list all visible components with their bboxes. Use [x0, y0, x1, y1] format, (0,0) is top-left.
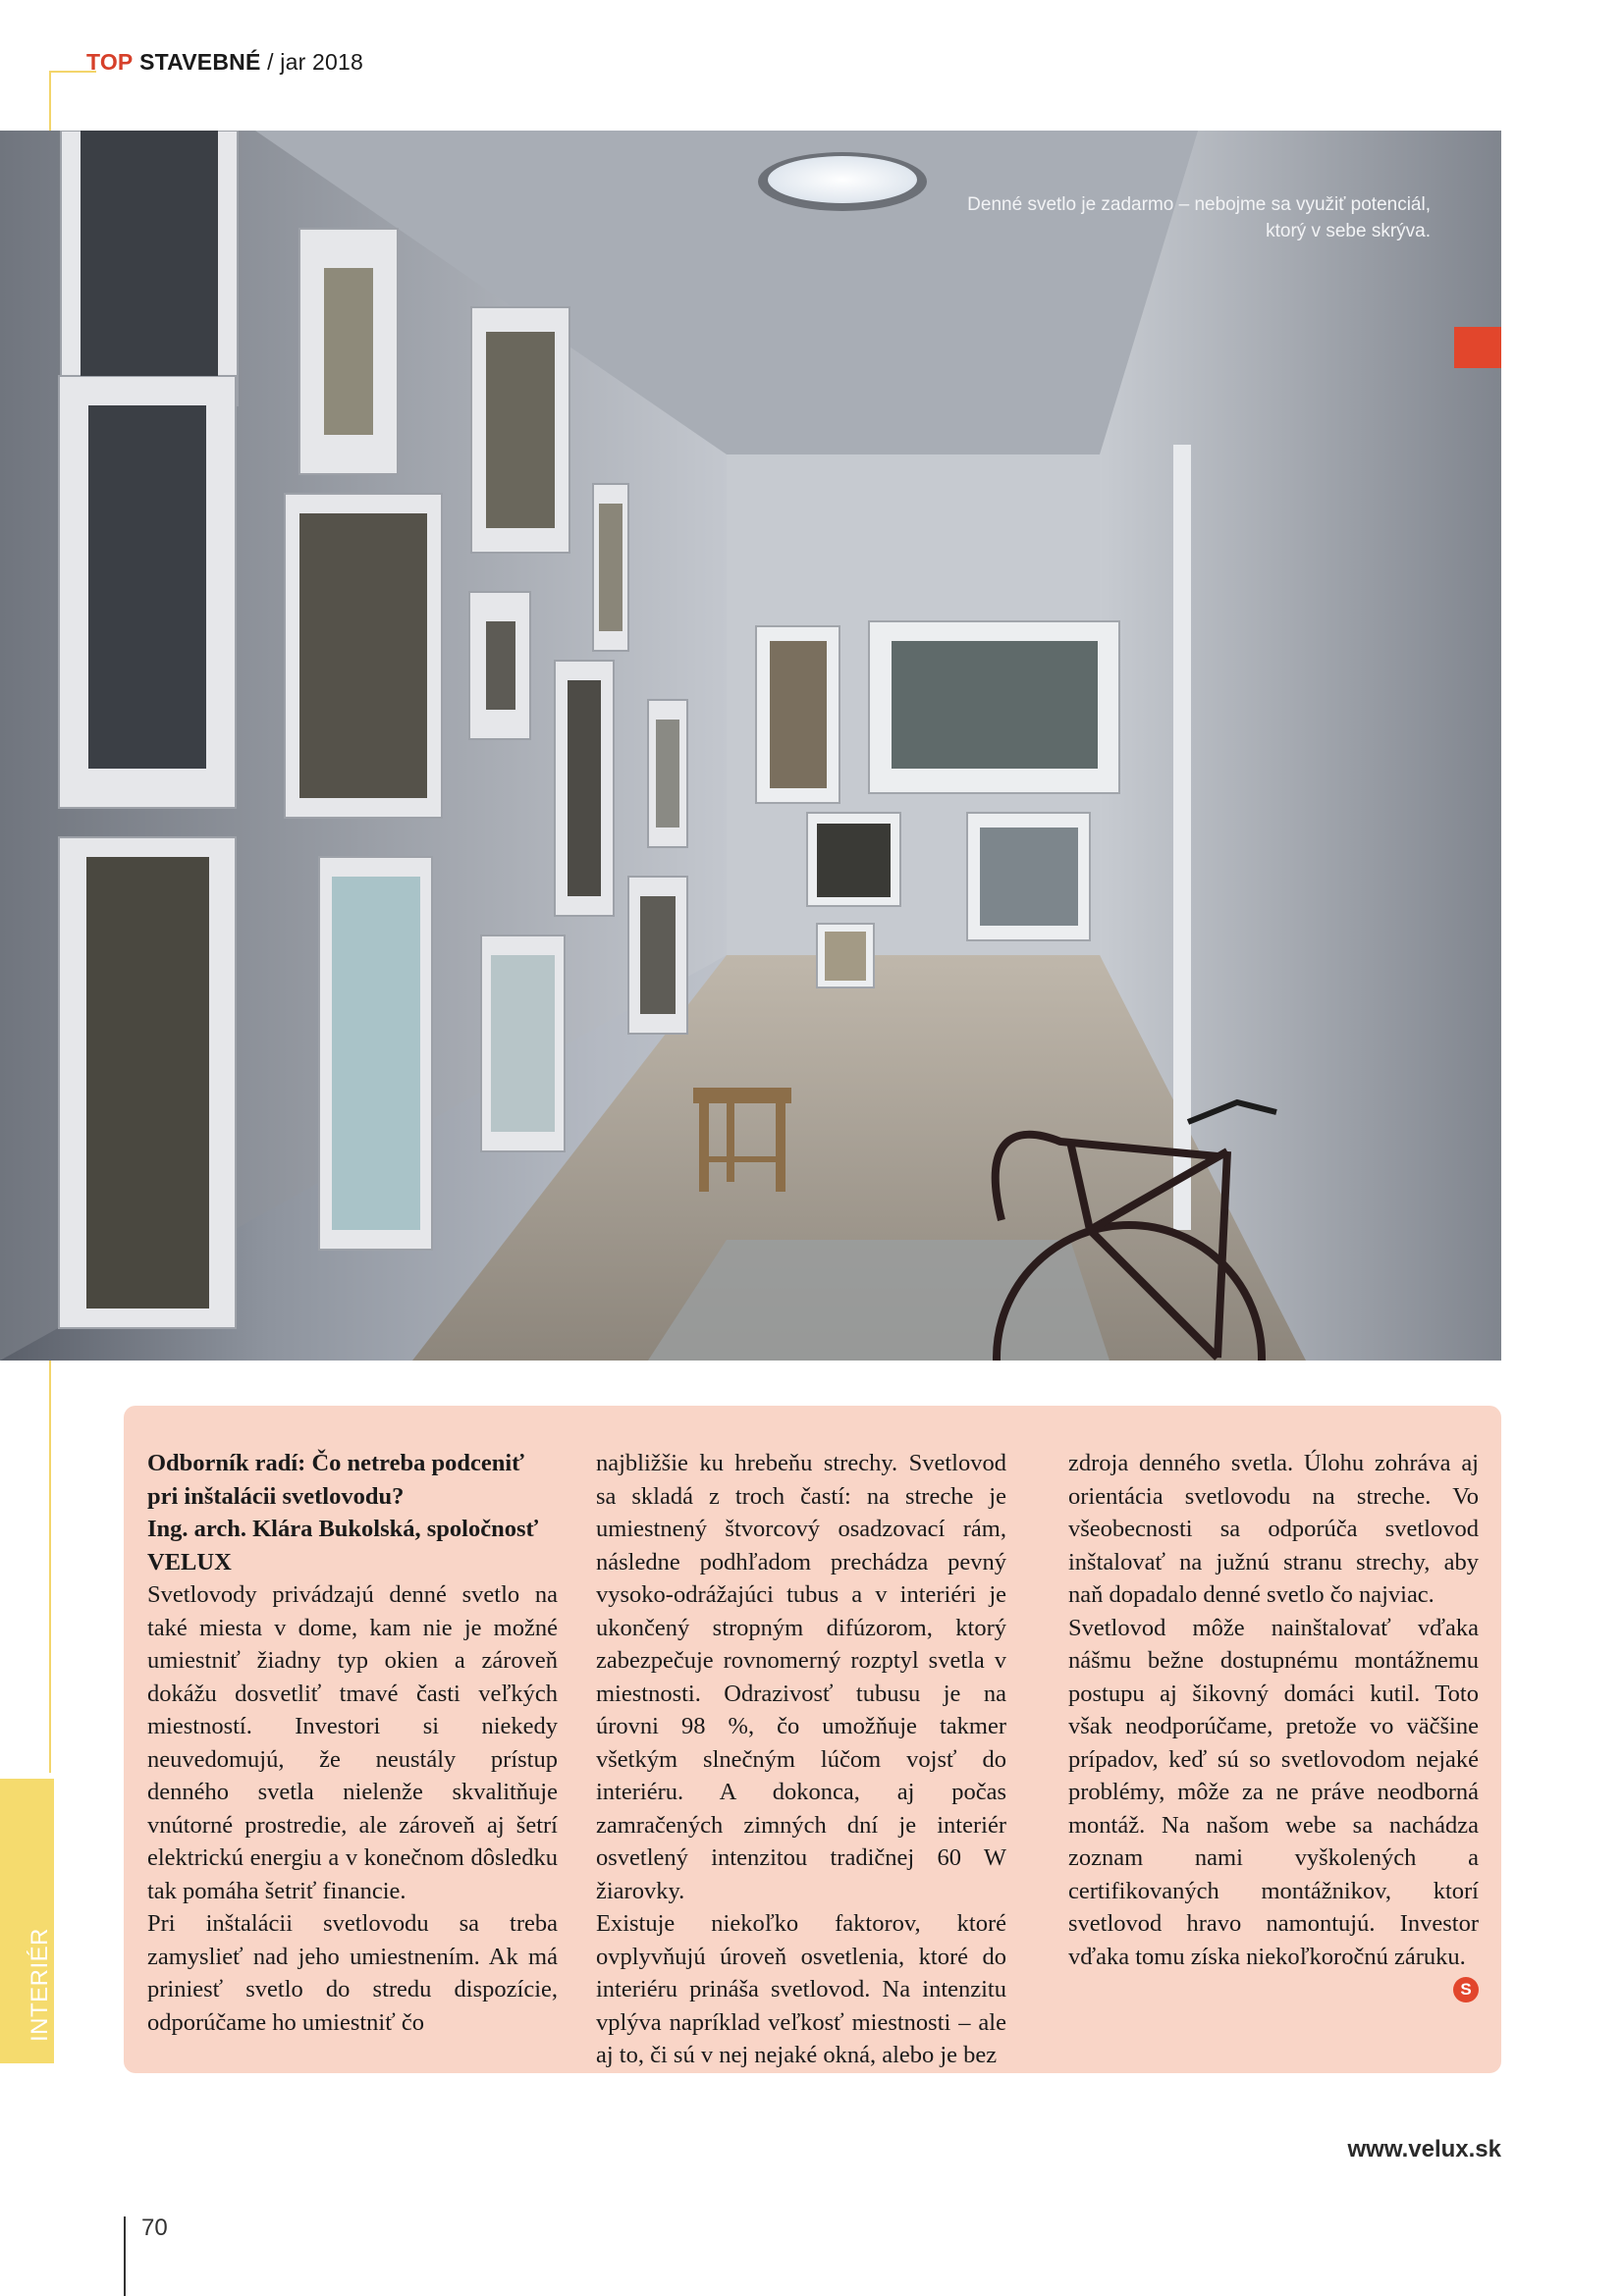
section-label: INTERIÉR	[27, 1927, 53, 2042]
header-issue: / jar 2018	[260, 49, 363, 75]
article-column-3	[1068, 1447, 1479, 2002]
page-number-rule	[124, 2216, 126, 2296]
article-paragraph: Pri inštalácii svetlovodu sa treba zamyslieť nad jeho umiestnením. Ak má priniesť svetlo do stredu dispozície, odporúčame ho umiestniť čo	[147, 1910, 558, 2036]
article-paragraph	[1068, 1612, 1479, 1999]
photo-caption-line1: Denné svetlo je zadarmo – nebojme sa využiť potenciál,	[967, 194, 1431, 215]
article-box	[124, 1406, 1501, 2073]
article-paragraph: Existuje niekoľko faktorov, ktoré ovplyvňujú úroveň osvetlenia, ktoré do interiéru prináša svetlovod. Na intenzitu vplýva napríklad veľkosť miestnosti – ale aj to, či sú v nej nejaké okná, alebo je bez	[596, 1910, 1006, 2068]
article-heading: Odborník radí: Čo netreba podceniť pri inštalácii svetlovodu?	[147, 1450, 524, 1510]
margin-rule	[49, 1361, 51, 1773]
article-paragraph: najbližšie ku hrebeňu strechy. Svetlovod sa skladá z troch častí: na streche je umiestnený štvorcový osadzovací rám, následne podhľadom prechádza pevný vysoko-odrážajúci tubus a v interiéri je ukončený stropným difúzorom, ktorý zabezpečuje rovnomerný rozptyl svetla v miestnosti. Odrazivosť tubusu je na úrovni 98 %, čo umožňuje takmer všetkým slnečným lúčom vojsť do interiéru. A dokonca, aj počas zamračených zimných dní je interiér osvetlený intenzitou tradičnej 60 W žiarovky.	[596, 1450, 1006, 1904]
photo-caption-line2: ktorý v sebe skrýva.	[1266, 221, 1431, 241]
article-author: Ing. arch. Klára Bukolská, spoločnosť VELUX	[147, 1516, 539, 1575]
header-top: TOP	[86, 49, 134, 75]
article-paragraph: Svetlovody privádzajú denné svetlo na také miesta v dome, kam nie je možné umiestniť žiadny typ okien a zároveň dokážu dosvetliť tmavé časti veľkých miestností. Investori si niekedy neuvedomujú, že neustály prístup denného svetla nielenže skvalitňuje vnútorné prostredie, ale zároveň aj šetrí elektrickú energiu a v konečnom dôsledku tak pomáha šetriť financie.	[147, 1581, 558, 1904]
header-stavebne: STAVEBNÉ	[139, 49, 261, 75]
magazine-header	[86, 49, 363, 76]
page-number: 70	[141, 2215, 168, 2241]
caption-accent-tab	[1454, 327, 1501, 368]
article-column-1	[147, 1447, 558, 2039]
header-rule-vertical	[49, 71, 51, 132]
article-paragraph: zdroja denného svetla. Úlohu zohráva aj orientácia svetlovodu na streche. Vo všeobecnosti sa odporúča svetlovod inštalovať na južnú stranu strechy, aby naň dopadalo denné svetlo čo najviac.	[1068, 1450, 1479, 1608]
article-paragraph-text: Svetlovod môže nainštalovať vďaka nášmu bežne dostupnému montážnemu postupu aj šikovný domáci kutil. Toto však neodporúčame, pretože vo väčšine prípadov, keď sú so svetlovodom nejaké problémy, môže za ne práve neodborná montáž. Na našom webe sa nachádza zoznam nami vyškolených a certifikovaných montážnikov, ktorí svetlovod hravo namontujú. Investor vďaka tomu získa niekoľkoročnú záruku.	[1068, 1614, 1479, 1970]
article-column-2	[596, 1447, 1006, 2072]
website-url: www.velux.sk	[1347, 2136, 1501, 2163]
hallway-illustration	[0, 131, 1501, 1361]
hallway-photo	[0, 131, 1501, 1361]
article-end-mark-icon: S	[1453, 1977, 1479, 2002]
photo-caption	[920, 191, 1431, 244]
